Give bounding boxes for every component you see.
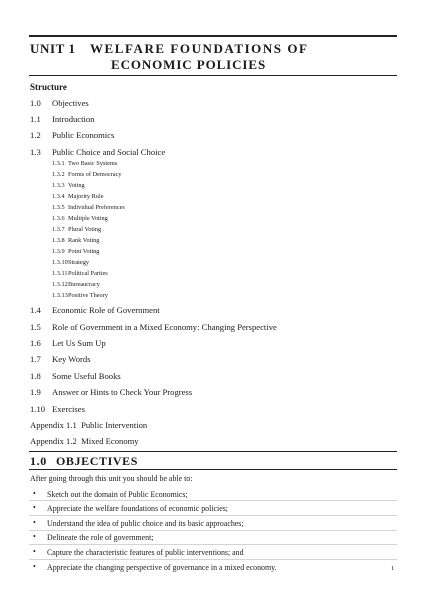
toc-subitem-label: Individual Preferences xyxy=(68,204,125,211)
toc-item-number: 1.5 xyxy=(30,322,41,332)
objective-text: Sketch out the domain of Public Economics; xyxy=(47,490,188,499)
toc-subitem-label: Bureaucracy xyxy=(68,281,100,288)
toc-item-label: Economic Role of Government xyxy=(52,305,160,315)
divider xyxy=(29,544,397,545)
toc-item-label: Let Us Sum Up xyxy=(52,338,106,348)
toc-subitem-number: 1.3.11 xyxy=(52,270,68,277)
top-rule xyxy=(29,35,397,37)
toc-item-answers[interactable] xyxy=(30,387,390,399)
objective-item xyxy=(33,533,393,544)
objective-item xyxy=(33,563,393,574)
toc-item-public-choice[interactable] xyxy=(30,147,390,159)
page-number: 1 xyxy=(391,565,395,572)
toc-item-economic-role[interactable] xyxy=(30,305,390,317)
toc-item-objectives[interactable] xyxy=(30,98,390,110)
divider xyxy=(29,515,397,516)
toc-item-role-mixed-economy[interactable] xyxy=(30,322,390,334)
toc-item-label: Objectives xyxy=(52,98,89,108)
toc-subitem-number: 1.3.13 xyxy=(52,292,68,299)
bullet-icon: • xyxy=(33,532,36,541)
objective-item xyxy=(33,548,393,559)
toc-subitem[interactable] xyxy=(52,292,252,301)
toc-item-label: Introduction xyxy=(52,114,95,124)
toc-subitem-label: Political Parties xyxy=(68,270,108,277)
toc-subitem[interactable] xyxy=(52,270,252,279)
structure-heading: Structure xyxy=(30,82,67,92)
toc-subitem-label: Plural Voting xyxy=(68,226,102,233)
toc-item-number: 1.10 xyxy=(30,404,46,414)
page-title-line-1: WELFARE FOUNDATIONS OF xyxy=(90,41,309,56)
toc-item-sum-up[interactable] xyxy=(30,338,390,350)
objectives-intro: After going through this unit you should be able to: xyxy=(30,474,193,483)
toc-subitem-label: Point Voting xyxy=(68,248,100,255)
toc-item-number: 1.1 xyxy=(30,114,41,124)
objective-text: Delineate the role of government; xyxy=(47,533,154,542)
toc-item-number: 1.6 xyxy=(30,338,41,348)
toc-subitem[interactable] xyxy=(52,237,252,246)
title-rule xyxy=(29,75,397,76)
toc-subitem-label: Majority Rule xyxy=(68,193,104,200)
toc-subitem[interactable] xyxy=(52,226,252,235)
toc-subitem-label: Forms of Democracy xyxy=(68,171,122,178)
divider xyxy=(29,530,397,531)
toc-subitem[interactable] xyxy=(52,259,252,268)
unit-label: UNIT 1 xyxy=(30,41,76,56)
appendix-public-intervention[interactable]: Appendix 1.1 Public Intervention xyxy=(30,420,148,430)
section-title: OBJECTIVES xyxy=(56,454,139,468)
section-number: 1.0 xyxy=(30,454,47,468)
objective-item xyxy=(33,519,393,530)
toc-item-number: 1.3 xyxy=(30,147,41,157)
toc-subitem[interactable] xyxy=(52,281,252,290)
divider xyxy=(29,559,397,560)
objective-text: Appreciate the welfare foundations of economic policies; xyxy=(47,504,228,513)
toc-subitem-number: 1.3.9 xyxy=(52,248,65,255)
toc-item-public-economics[interactable] xyxy=(30,130,390,142)
objective-text: Understand the idea of public choice and its basic approaches; xyxy=(47,519,244,528)
toc-subitem[interactable] xyxy=(52,248,252,257)
bullet-icon: • xyxy=(33,562,36,571)
bullet-icon: • xyxy=(33,489,36,498)
toc-subitem-number: 1.3.6 xyxy=(52,215,65,222)
toc-subitem-label: Rank Voting xyxy=(68,237,100,244)
toc-subitem-number: 1.3.12 xyxy=(52,281,68,288)
toc-subitem[interactable] xyxy=(52,204,252,213)
toc-item-number: 1.7 xyxy=(30,354,41,364)
toc-subitem-number: 1.3.3 xyxy=(52,182,65,189)
page-title-line-2: ECONOMIC POLICIES xyxy=(111,57,267,72)
toc-item-label: Role of Government in a Mixed Economy: Changing Perspective xyxy=(52,322,277,332)
toc-subitem-number: 1.3.8 xyxy=(52,237,65,244)
appendix-mixed-economy[interactable]: Appendix 1.2 Mixed Economy xyxy=(30,436,139,446)
toc-item-key-words[interactable] xyxy=(30,354,390,366)
toc-subitem-label: Strategy xyxy=(68,259,89,266)
toc-item-label: Some Useful Books xyxy=(52,371,121,381)
toc-subitem-number: 1.3.7 xyxy=(52,226,65,233)
toc-item-exercises[interactable] xyxy=(30,404,390,416)
objective-item xyxy=(33,504,393,515)
toc-item-number: 1.2 xyxy=(30,130,41,140)
divider xyxy=(29,500,397,501)
toc-item-label: Answer or Hints to Check Your Progress xyxy=(52,387,193,397)
objective-text: Appreciate the changing perspective of governance in a mixed economy. xyxy=(47,563,277,572)
toc-subitem-number: 1.3.4 xyxy=(52,193,65,200)
toc-item-introduction[interactable] xyxy=(30,114,390,126)
objective-text: Capture the characteristic features of public interventions; and xyxy=(47,548,244,557)
toc-item-label: Key Words xyxy=(52,354,91,364)
toc-item-number: 1.0 xyxy=(30,98,41,108)
bullet-icon: • xyxy=(33,547,36,556)
toc-subitem-number: 1.3.1 xyxy=(52,160,65,167)
toc-subitem-number: 1.3.5 xyxy=(52,204,65,211)
toc-subitem-number: 1.3.10 xyxy=(52,259,68,266)
toc-subitem-number: 1.3.2 xyxy=(52,171,65,178)
toc-item-label: Public Choice and Social Choice xyxy=(52,147,166,157)
bullet-icon: • xyxy=(33,518,36,527)
toc-subitem-label: Voting xyxy=(68,182,85,189)
bullet-icon: • xyxy=(33,503,36,512)
toc-subitem[interactable] xyxy=(52,215,252,224)
toc-item-number: 1.4 xyxy=(30,305,41,315)
toc-subitem-label: Multiple Voting xyxy=(68,215,108,222)
toc-item-label: Exercises xyxy=(52,404,85,414)
toc-subitem[interactable] xyxy=(52,182,252,191)
toc-item-number: 1.8 xyxy=(30,371,41,381)
section-rule-bottom xyxy=(29,469,397,470)
toc-item-label: Public Economics xyxy=(52,130,115,140)
toc-subitem[interactable] xyxy=(52,193,252,202)
toc-item-number: 1.9 xyxy=(30,387,41,397)
toc-subitem[interactable] xyxy=(52,160,252,169)
toc-item-useful-books[interactable] xyxy=(30,371,390,383)
toc-subitem-label: Two Basic Systems xyxy=(68,160,118,167)
toc-subitem[interactable] xyxy=(52,171,252,180)
toc-subitem-label: Positive Theory xyxy=(68,292,108,299)
section-rule-top xyxy=(29,451,397,452)
